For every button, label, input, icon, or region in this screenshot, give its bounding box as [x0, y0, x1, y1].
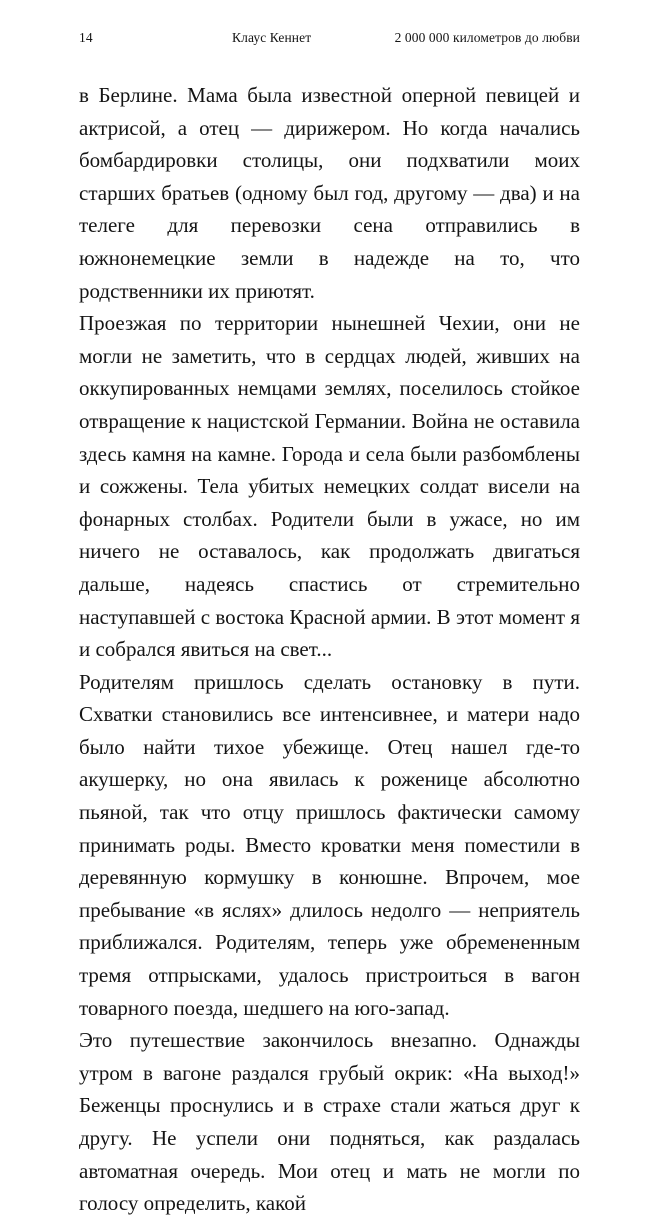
running-header — [79, 30, 580, 52]
book-title: 2 000 000 километров до любви — [394, 30, 580, 45]
paragraph: Это путешествие закончилось внезапно. Однажды утром в вагоне раздался грубый окрик: «На выход!» Беженцы проснулись и в страхе стали жаться друг к другу. Не успели они подняться, как раздалась автоматная очередь. Мои отец и мать не могли по голосу определить, какой — [79, 1028, 580, 1216]
page-number: 14 — [79, 30, 93, 45]
body-text — [79, 79, 580, 1220]
paragraph: Проезжая по территории нынешней Чехии, они не могли не заметить, что в сердцах людей, живших на оккупированных немцами землях, поселилось стойкое отвращение к нацистской Германии. Война не оставила здесь камня на камне. Города и села были разбомблены и сожжены. Тела убитых немецких солдат висели на фонарных столбах. Родители были в ужасе, но им ничего не оставалось, как продолжать двигаться дальше, надеясь спастись от стремительно наступавшей с востока Красной армии. В этот момент я и собрался явиться на свет... — [79, 311, 580, 662]
author-name: Клаус Кеннет — [232, 30, 312, 45]
paragraph: в Берлине. Мама была известной оперной певицей и актрисой, а отец — дирижером. Но когда начались бомбардировки столицы, они подхватили моих старших братьев (одному был год, другому — два) и на телеге для перевозки сена отправились в южнонемецкие земли в надежде на то, что родственники их приютят. — [79, 83, 580, 303]
paragraph: Родителям пришлось сделать остановку в пути. Схватки становились все интенсивнее, и матери надо было найти тихое убежище. Отец нашел где-то акушерку, но она явилась к роженице абсолютно пьяной, так что отцу пришлось фактически самому принимать роды. Вместо кроватки меня поместили в деревянную кормушку в конюшне. Впрочем, мое пребывание «в яслях» длилось недолго — неприятель приближался. Родителям, теперь уже обремененным тремя отпрысками, удалось пристроиться в вагон товарного поезда, шедшего на юго-запад. — [79, 669, 580, 1020]
